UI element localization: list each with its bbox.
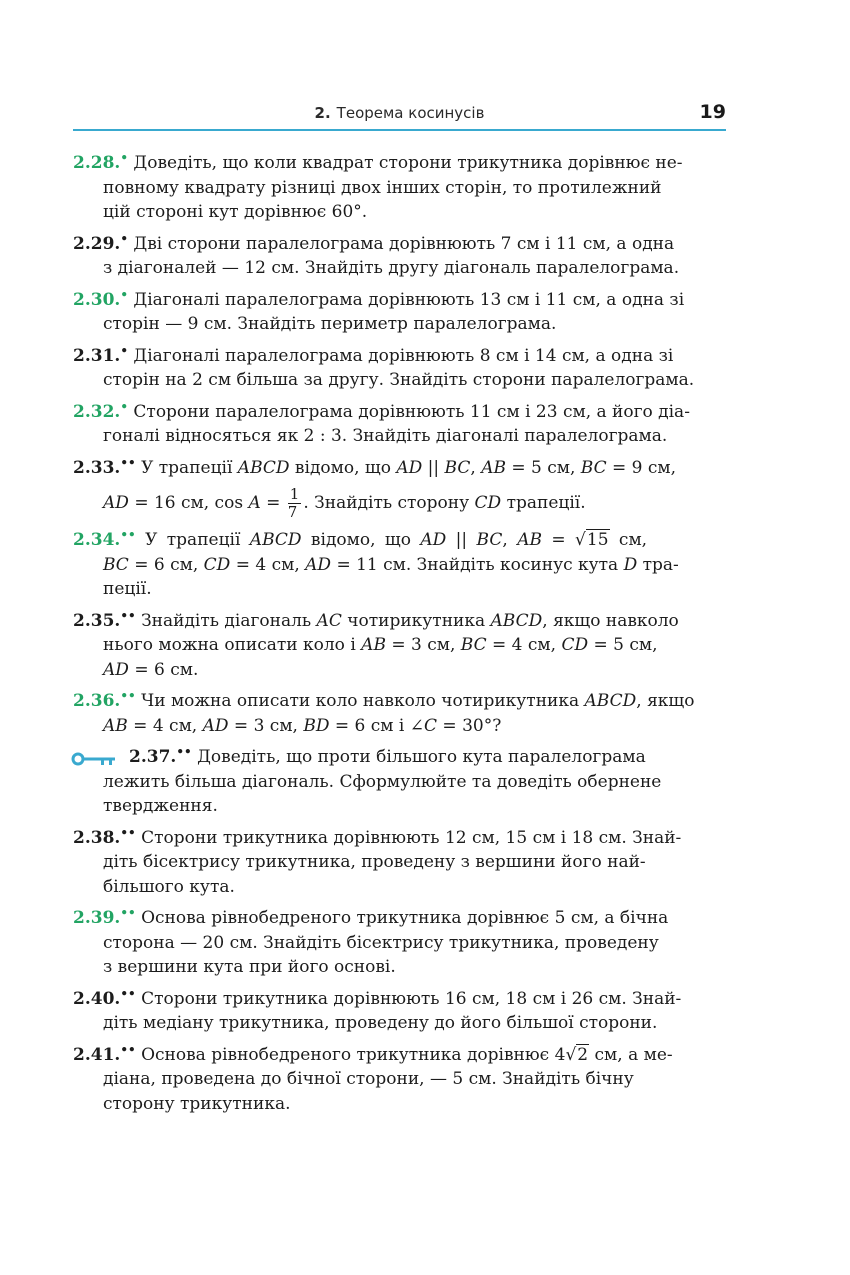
section-number: 2. xyxy=(314,104,331,122)
problem-number: 2.28.• xyxy=(73,150,128,173)
problem-list xyxy=(73,151,726,1123)
problem-text: з вершини кута при його основі. xyxy=(103,957,396,977)
problem-number: 2.38.•• xyxy=(73,824,136,848)
problem-text: сторін на 2 см більша за другу. Знайдіть сторони паралелограма. xyxy=(103,370,695,390)
problem-number: 2.29.• xyxy=(73,230,128,254)
problem-text: Доведіть, що проти більшого кута паралелограма xyxy=(197,747,646,767)
problem-text: пеції. xyxy=(103,579,152,599)
problem-text: 2.36.•• Чи можна описати коло навколо чотирикутника ABCD, якщо xyxy=(73,688,695,711)
square-root: √15 xyxy=(575,530,609,550)
square-root: √2 xyxy=(565,1044,589,1065)
problem-number: 2.34.•• xyxy=(73,527,136,550)
section-title: Теорема косинусів xyxy=(336,104,485,122)
problem-text: AB = 4 см, AD = 3 см, BD = 6 см і ∠C = 30°? xyxy=(103,715,502,736)
problem-text: діть медіану трикутника, проведену до його більшої сторони. xyxy=(103,1013,658,1033)
running-header xyxy=(73,98,726,128)
problem-number: 2.36.•• xyxy=(73,688,136,711)
page-number: 19 xyxy=(699,101,726,123)
problem-text: 2.33.•• У трапеції ABCD відомо, що AD || BC, AB = 5 см, BC = 9 см, xyxy=(73,454,677,478)
problem-number: 2.37.•• xyxy=(129,744,192,767)
problem-text: Сторони трикутника дорівнюють 12 см, 15 см і 18 см. Знай- xyxy=(141,827,682,848)
problem-text: AD = 6 см. xyxy=(103,659,199,680)
problem-2-33 xyxy=(73,456,726,522)
problem-number: 2.40.•• xyxy=(73,985,136,1009)
problem-text: 2.35.•• Знайдіть діагональ AC чотирикутника ABCD, якщо навколо xyxy=(73,607,679,631)
problem-text: Дві сторони паралелограма дорівнюють 7 см і 11 см, а одна xyxy=(133,233,675,254)
problem-text: нього можна описати коло і AB = 3 см, BC = 4 см, CD = 5 см, xyxy=(103,635,658,655)
problem-text: цій стороні кут дорівнює 60°. xyxy=(103,202,368,222)
problem-text: сторона — 20 см. Знайдіть бісектрису трикутника, проведену xyxy=(103,932,659,953)
problem-text: Сторони паралелограма дорівнюють 11 см і 23 см, а його діа- xyxy=(133,401,690,422)
problem-text: гоналі відносяться як 2 : 3. Знайдіть діагоналі паралелограма. xyxy=(103,426,668,446)
problem-2-31 xyxy=(73,344,726,393)
fraction: $\frac{1}{7}$ xyxy=(287,485,300,521)
problem-number: 2.41.•• xyxy=(73,1041,136,1065)
problem-text: сторону трикутника. xyxy=(103,1093,291,1114)
problem-text: з діагоналей — 12 см. Знайдіть другу діагональ паралелограма. xyxy=(103,258,680,278)
problem-number: 2.33.•• xyxy=(73,454,136,478)
key-icon xyxy=(71,751,117,767)
problem-2-39 xyxy=(73,906,726,980)
problem-number: 2.32.• xyxy=(73,398,128,422)
problem-number: 2.39.•• xyxy=(73,905,136,928)
problem-number: 2.30.• xyxy=(73,286,128,310)
problem-text: 2.34.•• У трапеції ABCD відомо, що AD || BC, AB = √15 см, xyxy=(73,528,726,553)
problem-text: діана, проведена до бічної сторони, — 5 см. Знайдіть бічну xyxy=(103,1069,634,1089)
problem-text: більшого кута. xyxy=(103,876,235,897)
problem-2-41 xyxy=(73,1043,726,1117)
problem-text: 2.41.•• Основа рівнобедреного трикутника дорівнює 4√2 см, а ме- xyxy=(73,1043,726,1068)
section-heading xyxy=(73,104,726,122)
problem-text: Діагоналі паралелограма дорівнюють 8 см і 14 см, а одна зі xyxy=(133,345,674,366)
problem-2-34 xyxy=(73,528,726,602)
problem-text: твердження. xyxy=(103,796,218,816)
problem-text: діть бісектрису трикутника, проведену з вершини його най- xyxy=(103,852,646,872)
problem-2-30 xyxy=(73,288,726,337)
problem-2-38 xyxy=(73,826,726,900)
problem-2-35 xyxy=(73,609,726,683)
problem-number: 2.35.•• xyxy=(73,607,136,631)
problem-text: сторін — 9 см. Знайдіть периметр паралелограма. xyxy=(103,314,557,334)
problem-text: BC = 6 см, CD = 4 см, AD = 11 см. Знайдіть косинус кута D тра- xyxy=(103,554,679,575)
problem-text: Сторони трикутника дорівнюють 16 см, 18 см і 26 см. Знай- xyxy=(141,988,682,1009)
problem-2-36 xyxy=(73,689,726,738)
problem-2-37 xyxy=(73,745,726,819)
problem-2-40 xyxy=(73,987,726,1036)
problem-2-29 xyxy=(73,232,726,281)
problem-2-32 xyxy=(73,400,726,449)
problem-2-28 xyxy=(73,151,726,225)
problem-number: 2.31.• xyxy=(73,342,128,366)
header-rule xyxy=(73,129,726,131)
problem-text: Діагоналі паралелограма дорівнюють 13 см і 11 см, а одна зі xyxy=(133,289,685,310)
problem-text: Основа рівнобедреного трикутника дорівнює 5 см, а бічна xyxy=(141,908,669,928)
problem-text: Доведіть, що коли квадрат сторони трикутника дорівнює не- xyxy=(133,153,683,173)
problem-text: лежить більша діагональ. Сформулюйте та доведіть обернене xyxy=(103,771,662,792)
problem-text: AD = 16 см, cos A = $\frac{1}{7}$ . Знайдіть сторону CD трапеції. xyxy=(103,485,586,521)
problem-text: повному квадрату різниці двох інших сторін, то протилежний xyxy=(103,177,662,198)
